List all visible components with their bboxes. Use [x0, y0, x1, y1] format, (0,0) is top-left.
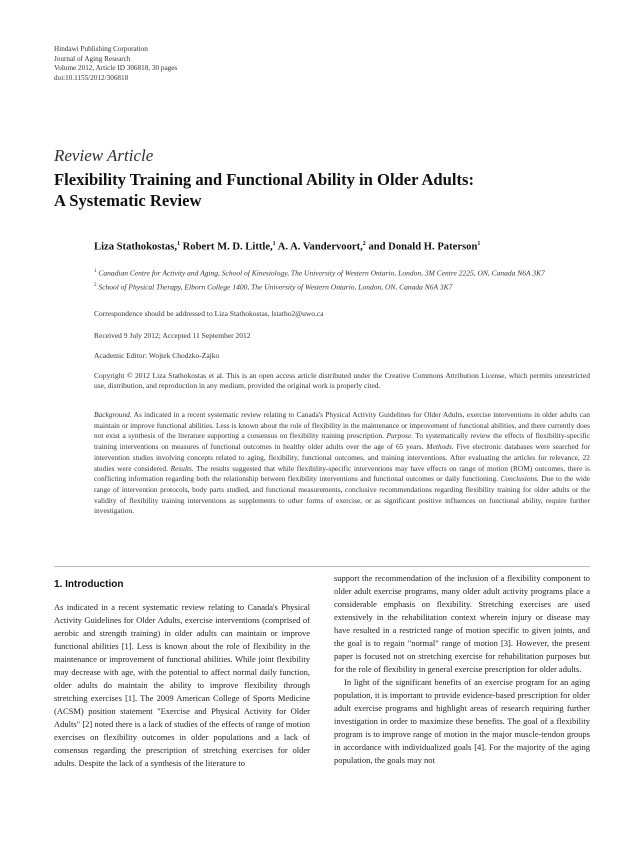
author-name: Liza Stathokostas, — [94, 241, 177, 253]
doi: doi:10.1155/2012/306818 — [54, 73, 129, 82]
abstract-methods: Five electronic databases were searched for intervention studies involving concepts related to aging, flexibility, functional outcomes, and training interventions. After evaluating the articles for relevance, 22 studies were considered. — [94, 442, 590, 473]
publication-info — [54, 45, 177, 83]
section-heading: 1. Introduction — [54, 579, 124, 590]
author-name: A. A. Vandervoort, — [275, 241, 363, 253]
abstract-conclusions: Due to the wide range of intervention protocols, body parts studied, and functional measurements, conclusive recommendations regarding flexibility training for older adults or the validity of flexibility training interventions as supplements to other forms of exercise, or as significant positive influences on functional ability, require further investigation. — [94, 474, 590, 516]
abstract-purpose-label: Purpose. — [386, 431, 414, 441]
affiliation-mark: 1 — [94, 269, 97, 274]
abstract-results: The results suggested that while flexibility-specific interventions may have effects on range of motion (ROM) outcomes, there is conflicting information regarding both the relationship between flexibility interventions and functional outcomes or daily functioning. — [94, 463, 590, 484]
affiliations — [94, 267, 564, 295]
abstract-results-label: Results. — [170, 463, 194, 473]
body-paragraph: support the recommendation of the inclusion of a flexibility component to older adult exercise programs, many older adult activity programs place a considerable emphasis on flexibility. Stretching exercises are used extensively in the rehabilitation context wherein injury or disease may have resulted in a restricted range of motion specific to given joints, and the goal is to regain "normal" range of motion [3]. However, the present paper is focused not on stretching exercise for rehabilitation purposes but for the role of flexibility in general exercise prescription for older adults. — [334, 573, 590, 674]
article-type: Review Article — [54, 146, 154, 165]
body-paragraph: In light of the significant benefits of an exercise program for an aging population, it is important to provide evidence-based prescription for older adult exercise programs and highlight areas of research requiring further investigation in order to maximize these benefits. The goal of a flexibility program is to improve range of motion in the major muscle-tendon groups in accordance with individualized goals [4]. For the majority of the aging population, the goals may not — [334, 677, 590, 765]
right-column — [334, 572, 590, 767]
author-name: Robert M. D. Little, — [180, 241, 273, 253]
author-affiliation-mark: 2 — [362, 241, 366, 247]
author-list — [94, 241, 480, 253]
left-column — [54, 578, 310, 770]
author-name: and Donald H. Paterson — [365, 241, 478, 253]
affiliation-mark: 2 — [94, 283, 97, 288]
copyright-notice: Copyright © 2012 Liza Stathokostas et al. This is an open access article distributed under the Creative Commons Attribution License, which permits unrestricted use, distribution, and reproduction in any medium, provided the original work is properly cited. — [94, 371, 590, 390]
section-divider — [54, 566, 590, 567]
author-affiliation-mark: 1 — [177, 241, 180, 247]
title-line-1: Flexibility Training and Functional Ability in Older Adults: — [54, 170, 475, 189]
affiliation — [94, 267, 564, 279]
affiliation-text: School of Physical Therapy, Elborn College 1400, The University of Western Ontario, London, ON, Canada N6A 3K7 — [98, 282, 453, 292]
paper-title — [54, 169, 594, 211]
affiliation — [94, 281, 564, 293]
academic-editor: Academic Editor: Wojtek Chodzko-Zajko — [94, 351, 220, 360]
correspondence: Correspondence should be addressed to Liza Stathokostas, lstatho2@uwo.ca — [94, 309, 324, 318]
abstract-background-label: Background. — [94, 410, 132, 419]
publisher-name: Hindawi Publishing Corporation — [54, 45, 148, 53]
author-affiliation-mark: 1 — [477, 241, 481, 247]
abstract-purpose: To systematically review the effects of flexibility-specific training interventions on measures of functional outcomes in healthy older adults over the age of 65 years. — [94, 431, 590, 452]
body-paragraph: As indicated in a recent systematic review relating to Canada's Physical Activity Guidelines for Older Adults, exercise interventions (comprised of aerobic and strength training) in older adults can maintain or improve functional abilities [1]. Less is known about the role of flexibility in the maintenance or improvement of functional abilities. While joint flexibility may decrease with age, with the potential to affect normal daily function, older adults do maintain the ability to improve flexibility through stretching exercises [1]. The 2009 American College of Sports Medicine (ACSM) position statement "Exercise and Physical Activity for Older Adults" [2] noted there is a lack of studies of the effects of range of motion exercises on flexibility outcomes in older populations and a lack of consensus regarding the prescription of stretching exercises for older adults. Despite the lack of a synthesis of the literature to — [54, 602, 310, 768]
volume-info: Volume 2012, Article ID 306818, 30 pages — [54, 64, 178, 73]
abstract-methods-label: Methods. — [426, 442, 454, 452]
affiliation-text: Canadian Centre for Activity and Aging, School of Kinesiology, The University of Western Ontario, London, 3M Centre 2225, ON, Canada N6A 3K7 — [98, 268, 545, 278]
abstract-background: As indicated in a recent systematic review relating to Canada's Physical Activity Guidelines for Older Adults, exercise interventions in older adults can maintain or improve functional abilities. Less is known about the role of flexibility in the maintenance or improvement of functional abilities, and there currently does not exist a synthesis of the literature supporting a consensus on flexibility training prescription. — [94, 410, 590, 441]
journal-name: Journal of Aging Research — [54, 54, 131, 63]
abstract-conclusions-label: Conclusions. — [500, 474, 539, 484]
title-line-2: A Systematic Review — [54, 191, 202, 210]
received-date: Received 9 July 2012; Accepted 11 September 2012 — [94, 331, 251, 340]
author-affiliation-mark: 1 — [272, 241, 276, 247]
abstract — [94, 410, 590, 517]
